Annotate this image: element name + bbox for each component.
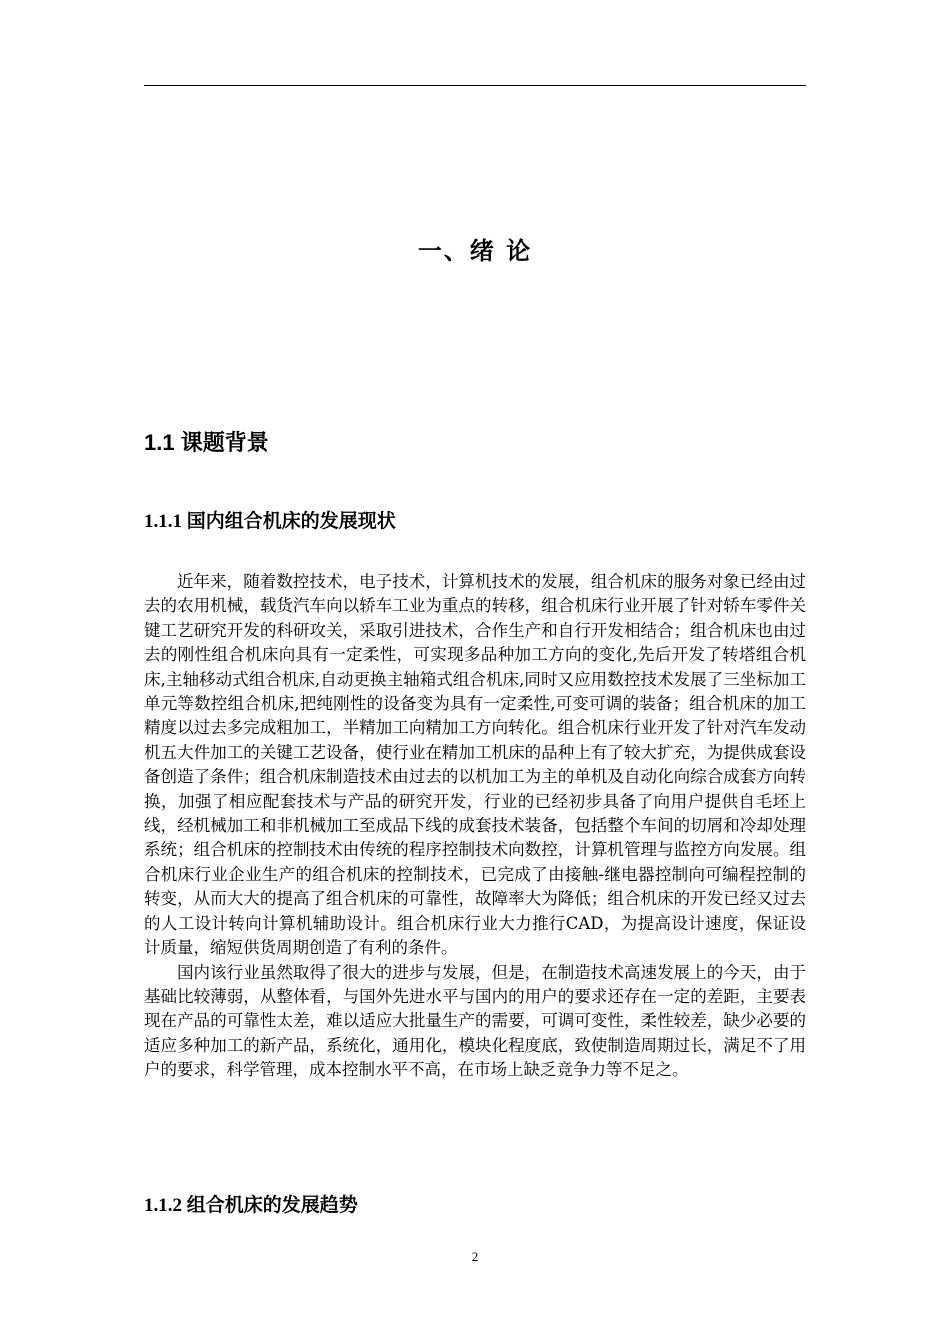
body-text [144,570,806,1083]
subsection-heading-2: 1.1.2 组合机床的发展趋势 [144,1195,358,1216]
subsection-heading-1: 1.1.1 国内组合机床的发展现状 [144,511,396,532]
page-number: 2 [471,1249,479,1264]
paragraph-2: 国内该行业虽然取得了很大的进步与发展，但是，在制造技术高速发展上的今天，由于基础比较薄弱，从整体看，与国外先进水平与国内的用户的要求还存在一定的差距，主要表现在产品的可靠性太差，难以适应大批量生产的需要，可调可变性，柔性较差，缺少必要的适应多种加工的新产品，系统化，通用化，模块化程度底，致使制造周期过长，满足不了用户的要求，科学管理，成本控制水平不高，在市场上缺乏竞争力等不足之。 [144,962,806,1080]
paragraph-1: 近年来，随着数控技术，电子技术，计算机技术的发展，组合机床的服务对象已经由过去的农用机械，载货汽车向以轿车工业为重点的转移，组合机床行业开展了针对轿车零件关键工艺研究开发的科研攻关，采取引进技术，合作生产和自行开发相结合；组合机床也由过去的刚性组合机床向具有一定柔性，可实现多品种加工方向的变化,先后开发了转塔组合机床,主轴移动式组合机床,自动更换主轴箱式组合机床,同时又应用数控技术发展了三坐标加工单元等数控组合机床,把纯刚性的设备变为具有一定柔性,可变可调的装备；组合机床的加工精度以过去多完成粗加工，半精加工向精加工方向转化。组合机床行业开发了针对汽车发动机五大件加工的关键工艺设备，使行业在精加工机床的品种上有了较大扩充，为提供成套设备创造了条件；组合机床制造技术由过去的以机加工为主的单机及自动化向综合成套方向转换，加强了相应配套技术与产品的研究开发，行业的已经初步具备了向用户提供自毛坯上线，经机械加工和非机械加工至成品下线的成套技术装备，包括整个车间的切屑和冷却处理系统；组合机床的控制技术由传统的程序控制技术向数控，计算机管理与监控方向发展。组合机床行业企业生产的组合机床的控制技术，已完成了由接触-继电器控制向可编程控制的转变，从而大大的提高了组合机床的可靠性，故障率大为降低；组合机床的开发已经又过去的人工设计转向计算机辅助设计。组合机床行业大力推行CAD，为提高设计速度，保证设计质量，缩短供货周期创造了有利的条件。 [144,572,806,958]
section-heading: 1.1 课题背景 [144,430,269,455]
header-rule [144,85,806,86]
chapter-title: 一、绪 论 [417,237,533,265]
